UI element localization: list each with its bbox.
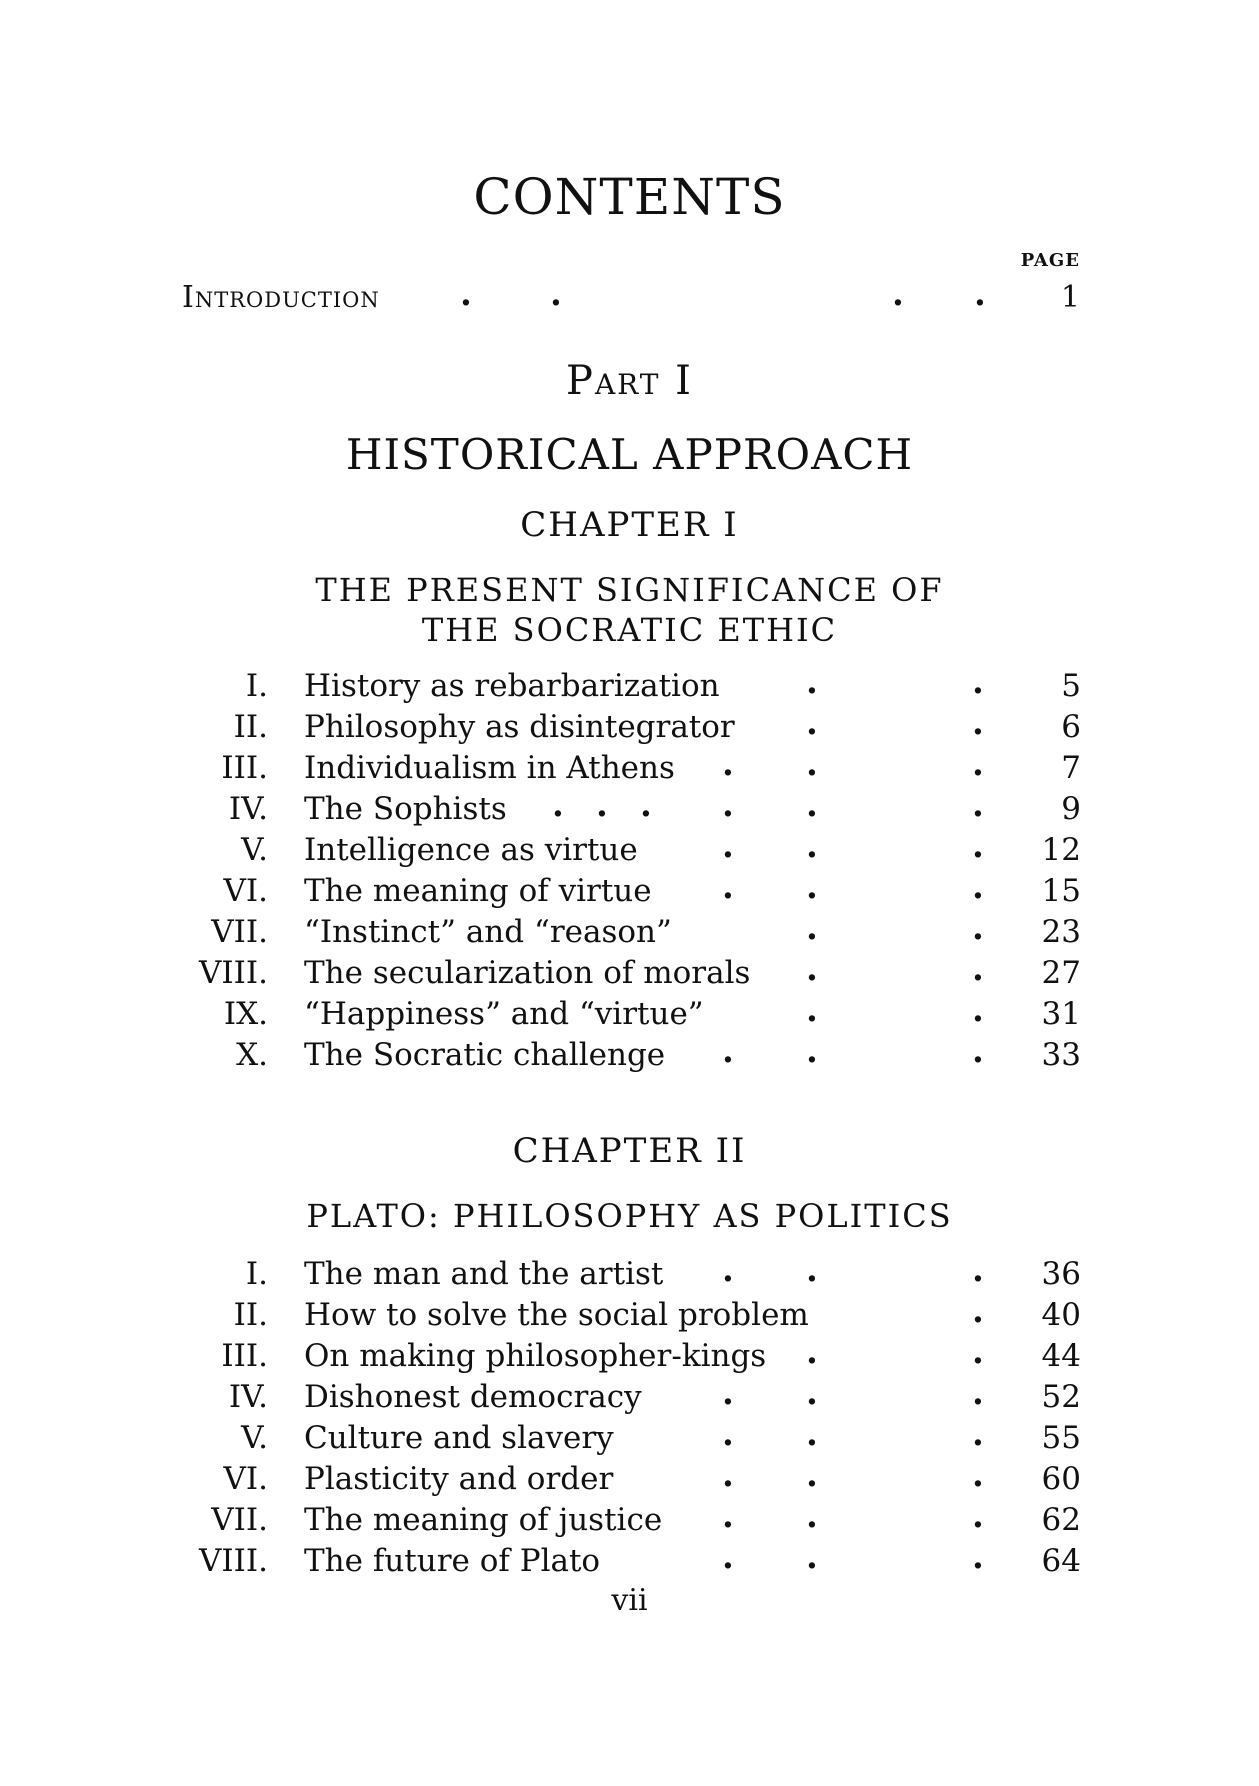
- entry-number: V.: [241, 832, 268, 868]
- leader-dot: .: [722, 785, 734, 825]
- entry-page-number: 7: [1061, 750, 1081, 786]
- toc-entry[interactable]: [0, 1455, 1259, 1502]
- toc-entry[interactable]: [0, 662, 1259, 709]
- leader-dot: .: [972, 826, 984, 866]
- leader-dot: .: [806, 908, 818, 948]
- toc-entry[interactable]: [0, 744, 1259, 791]
- leader-dot: .: [722, 1250, 734, 1290]
- leader-dot: .: [806, 744, 818, 784]
- leader-dot: .: [806, 1250, 818, 1290]
- leader-dot: .: [806, 867, 818, 907]
- entry-page-number: 23: [1041, 914, 1081, 950]
- leader-dot: .: [806, 1373, 818, 1413]
- entry-page-number: 62: [1041, 1502, 1081, 1538]
- chapter-1-label: CHAPTER I: [520, 505, 739, 545]
- leader-dot: .: [722, 1414, 734, 1454]
- page-folio: vii: [611, 1583, 648, 1618]
- entry-title: The Sophists: [304, 791, 507, 827]
- leader-dot: .: [972, 785, 984, 825]
- entry-page-number: 31: [1041, 996, 1081, 1032]
- entry-title: “Instinct” and “reason”: [304, 914, 672, 950]
- leader-dot: .: [972, 1291, 984, 1331]
- toc-entry[interactable]: [0, 1537, 1259, 1584]
- entry-number: IX.: [223, 996, 268, 1032]
- entry-page-number: 44: [1041, 1338, 1081, 1374]
- entry-title: Intelligence as virtue: [304, 832, 638, 868]
- leader-dot: .: [806, 1031, 818, 1071]
- toc-entry[interactable]: [0, 1250, 1259, 1297]
- entry-number: VIII.: [199, 1543, 268, 1579]
- leader-dot: .: [972, 908, 984, 948]
- leader-dot: .: [806, 1496, 818, 1536]
- chapter-2-title: [0, 1196, 1259, 1236]
- entry-number: VII.: [211, 914, 268, 950]
- leader-dot: .: [550, 274, 562, 314]
- entry-title: The future of Plato: [304, 1543, 601, 1579]
- leader-dot: .: [722, 1496, 734, 1536]
- entry-title: Culture and slavery: [304, 1420, 614, 1456]
- entry-title: “Happiness” and “virtue”: [304, 996, 704, 1032]
- leader-dot: .: [972, 744, 984, 784]
- leader-dot: .: [972, 1332, 984, 1372]
- introduction-label: Introduction: [182, 280, 380, 315]
- toc-entry[interactable]: [0, 826, 1259, 873]
- entry-number: IV.: [228, 1379, 268, 1415]
- toc-entry[interactable]: [0, 990, 1259, 1037]
- entry-number: II.: [233, 1297, 268, 1333]
- entry-page-number: 60: [1041, 1461, 1081, 1497]
- toc-entry[interactable]: [0, 1496, 1259, 1543]
- leader-dot: .: [972, 990, 984, 1030]
- leader-dot: .: [972, 1373, 984, 1413]
- leader-dot: .: [806, 826, 818, 866]
- chapter-2-title-line: PLATO: PHILOSOPHY AS POLITICS: [306, 1197, 953, 1235]
- introduction-entry[interactable]: [182, 274, 1080, 324]
- entry-number: VII.: [211, 1502, 268, 1538]
- leader-dot: .: [972, 662, 984, 702]
- entry-title: Plasticity and order: [304, 1461, 614, 1497]
- entry-number: IV.: [228, 791, 268, 827]
- toc-entry[interactable]: [0, 785, 1259, 832]
- leader-dot: .: [972, 1250, 984, 1290]
- toc-entry[interactable]: [0, 867, 1259, 914]
- leader-dot: .: [972, 703, 984, 743]
- entry-page-number: 27: [1041, 955, 1081, 991]
- leader-dot: .: [972, 1455, 984, 1495]
- entry-page-number: 5: [1061, 668, 1081, 704]
- introduction-page-number: 1: [1060, 280, 1080, 315]
- entry-title: History as rebarbarization: [304, 668, 720, 704]
- entry-page-number: 64: [1041, 1543, 1081, 1579]
- entry-page-number: 6: [1061, 709, 1081, 745]
- leader-dot: .: [722, 867, 734, 907]
- chapter-2-label: CHAPTER II: [512, 1131, 747, 1171]
- page-column-label: PAGE: [1020, 250, 1080, 271]
- leader-dot: .: [974, 274, 986, 314]
- chapter-1-title-line: THE SOCRATIC ETHIC: [421, 611, 838, 649]
- section-title: HISTORICAL APPROACH: [345, 430, 914, 479]
- toc-entry[interactable]: [0, 908, 1259, 955]
- entry-page-number: 52: [1041, 1379, 1081, 1415]
- entry-page-number: 9: [1061, 791, 1081, 827]
- entry-title: On making philosopher-kings: [304, 1338, 767, 1374]
- entry-page-number: 40: [1041, 1297, 1081, 1333]
- toc-entry[interactable]: [0, 949, 1259, 996]
- toc-entry[interactable]: [0, 703, 1259, 750]
- leader-dot: .: [972, 867, 984, 907]
- leader-dot: .: [806, 1537, 818, 1577]
- toc-entry[interactable]: [0, 1291, 1259, 1338]
- entry-page-number: 55: [1041, 1420, 1081, 1456]
- leader-dot: .: [806, 1455, 818, 1495]
- leader-dot: .: [552, 785, 564, 825]
- entry-page-number: 15: [1041, 873, 1081, 909]
- leader-dot: .: [892, 274, 904, 314]
- entry-title: The Socratic challenge: [304, 1037, 666, 1073]
- leader-dot: .: [640, 785, 652, 825]
- part-heading: Part I: [566, 358, 693, 404]
- entry-title: The secularization of morals: [304, 955, 751, 991]
- leader-dot: .: [972, 1537, 984, 1577]
- leader-dot: .: [806, 1332, 818, 1372]
- entry-page-number: 33: [1041, 1037, 1081, 1073]
- entry-number: I.: [245, 668, 268, 704]
- leader-dot: .: [806, 990, 818, 1030]
- leader-dot: .: [722, 1455, 734, 1495]
- leader-dot: .: [972, 1031, 984, 1071]
- leader-dot: .: [722, 744, 734, 784]
- entry-page-number: 12: [1041, 832, 1081, 868]
- chapter-1-title: [0, 570, 1259, 650]
- toc-entry[interactable]: [0, 1332, 1259, 1379]
- leader-dot: .: [806, 703, 818, 743]
- leader-dot: .: [806, 662, 818, 702]
- toc-entry[interactable]: [0, 1373, 1259, 1420]
- entry-title: How to solve the social problem: [304, 1297, 809, 1333]
- entry-title: The man and the artist: [304, 1256, 664, 1292]
- entry-title: Dishonest democracy: [304, 1379, 642, 1415]
- page-title: CONTENTS: [473, 168, 786, 226]
- leader-dot: .: [806, 785, 818, 825]
- entry-number: V.: [241, 1420, 268, 1456]
- leader-dot: .: [722, 1031, 734, 1071]
- leader-dot: .: [972, 1414, 984, 1454]
- entry-number: III.: [221, 1338, 268, 1374]
- chapter-1-title-line: THE PRESENT SIGNIFICANCE OF: [315, 571, 944, 609]
- entry-number: II.: [233, 709, 268, 745]
- entry-title: Philosophy as disintegrator: [304, 709, 735, 745]
- leader-dot: .: [972, 1496, 984, 1536]
- entry-number: I.: [245, 1256, 268, 1292]
- entry-title: The meaning of justice: [304, 1502, 663, 1538]
- leader-dot: .: [972, 949, 984, 989]
- leader-dot: .: [806, 1414, 818, 1454]
- entry-title: The meaning of virtue: [304, 873, 652, 909]
- leader-dot: .: [806, 949, 818, 989]
- leader-dot: .: [722, 826, 734, 866]
- toc-entry[interactable]: [0, 1414, 1259, 1461]
- leader-dot: .: [722, 1373, 734, 1413]
- entry-number: VIII.: [199, 955, 268, 991]
- leader-dot: .: [722, 1537, 734, 1577]
- toc-entry[interactable]: [0, 1031, 1259, 1078]
- entry-page-number: 36: [1041, 1256, 1081, 1292]
- entry-title: Individualism in Athens: [304, 750, 675, 786]
- entry-number: X.: [236, 1037, 268, 1073]
- entry-number: III.: [221, 750, 268, 786]
- entry-number: VI.: [223, 1461, 268, 1497]
- leader-dot: .: [596, 785, 608, 825]
- entry-number: VI.: [223, 873, 268, 909]
- leader-dot: .: [460, 274, 472, 314]
